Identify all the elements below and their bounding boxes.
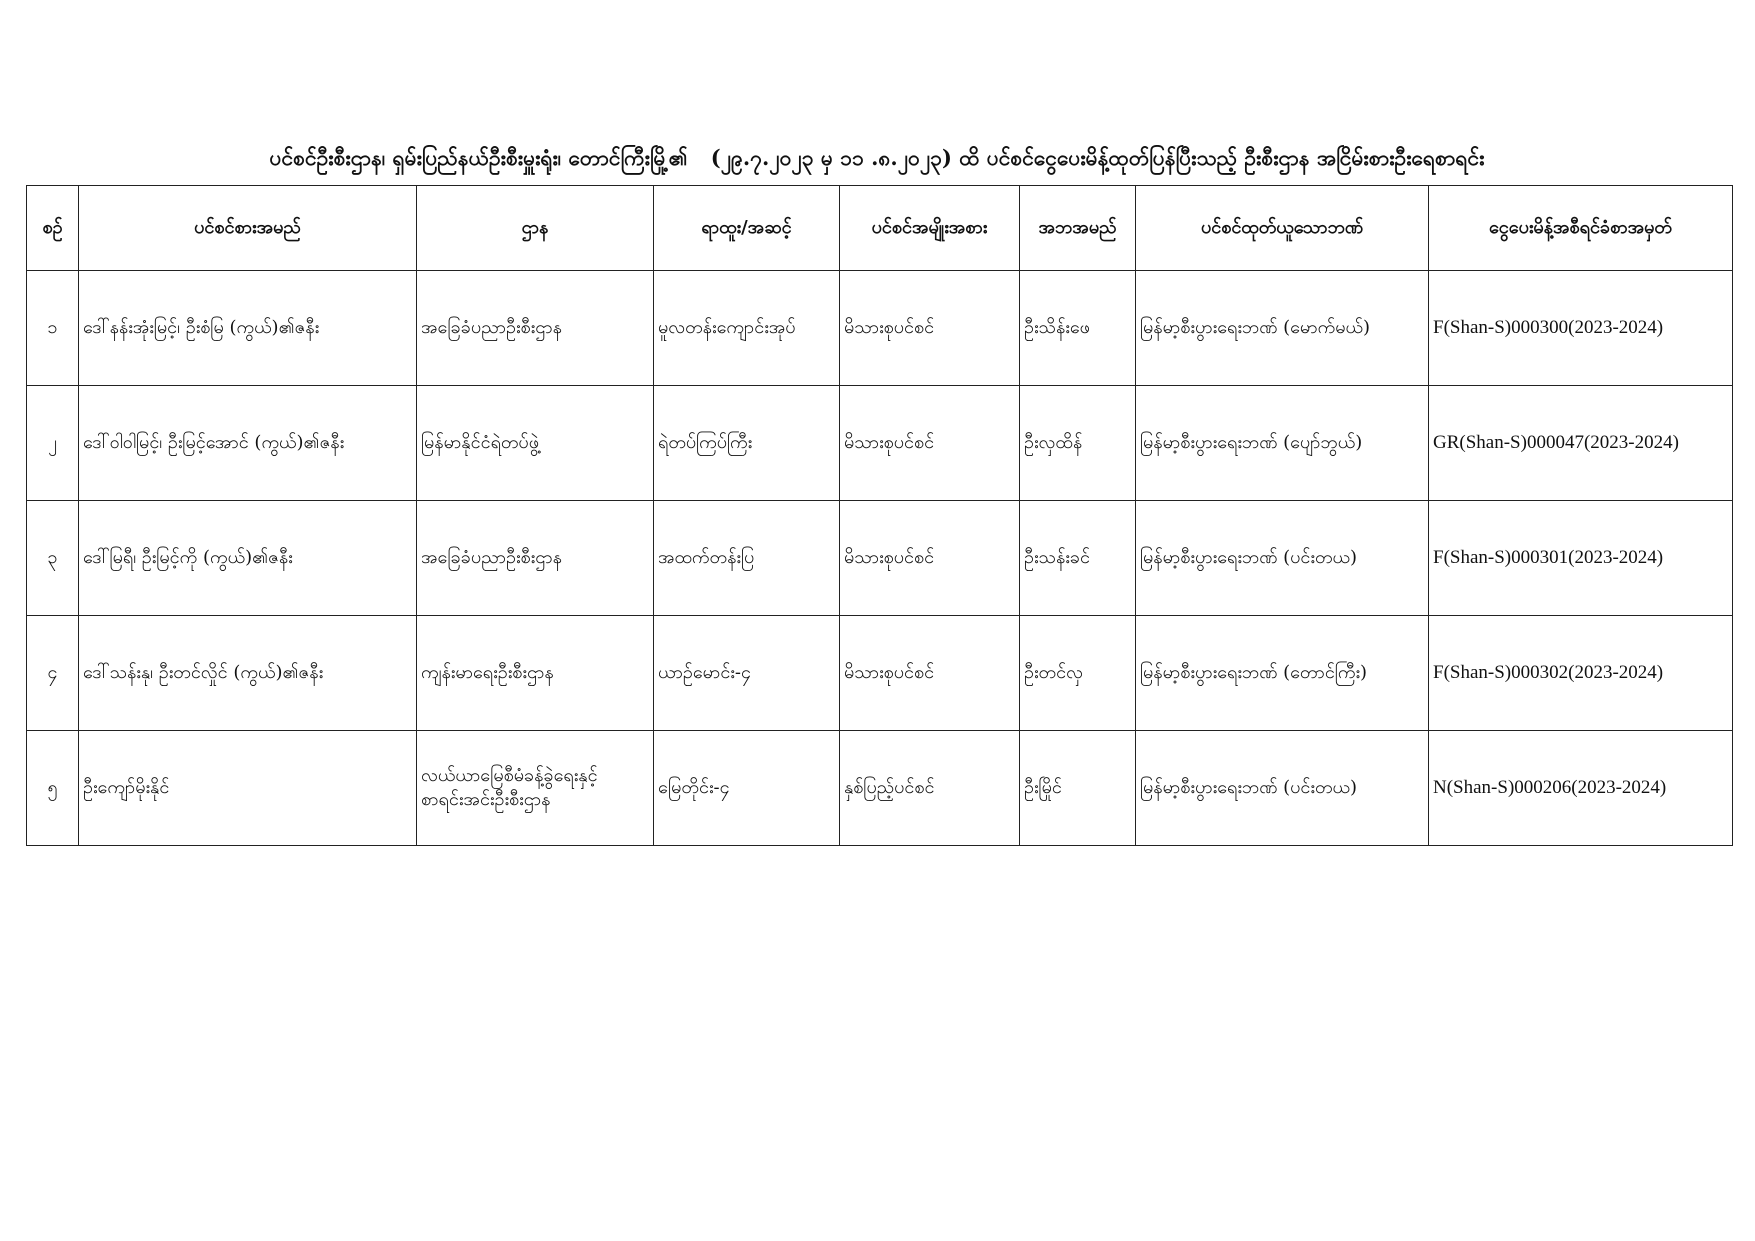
- cell-report-number: F(Shan-S)000302(2023-2024): [1429, 616, 1733, 731]
- cell-serial: ၁: [27, 271, 79, 386]
- header-pension-type: ပင်စင်အမျိုးအစား: [840, 186, 1020, 271]
- cell-position: ရဲတပ်ကြပ်ကြီး: [654, 386, 840, 501]
- cell-department: လယ်ယာမြေစီမံခန့်ခွဲရေးနှင့် စာရင်းအင်းဦးစီးဌာန: [417, 731, 654, 846]
- cell-pensioner-name: ဒေါ်မြရီ၊ ဦးမြင့်ကို (ကွယ်)၏ဇနီး: [79, 501, 417, 616]
- cell-department: မြန်မာနိုင်ငံရဲတပ်ဖွဲ့: [417, 386, 654, 501]
- header-position: ရာထူး/အဆင့်: [654, 186, 840, 271]
- header-father-name: အဘအမည်: [1020, 186, 1136, 271]
- cell-report-number: N(Shan-S)000206(2023-2024): [1429, 731, 1733, 846]
- cell-position: ယာဉ်မောင်း-၄: [654, 616, 840, 731]
- table-header-row: [27, 186, 1733, 271]
- cell-bank: မြန်မာ့စီးပွားရေးဘဏ် (ပျော်ဘွယ်): [1136, 386, 1429, 501]
- cell-serial: ၂: [27, 386, 79, 501]
- document-title-office: ပင်စင်ဦးစီးဌာန၊ ရှမ်းပြည်နယ်ဦးစီးမှူးရုံး၊ တောင်ကြီးမြို့၏: [269, 145, 688, 170]
- cell-department: အခြေခံပညာဦးစီးဌာန: [417, 501, 654, 616]
- cell-pensioner-name: ဒေါ်နန်းအုံးမြင့်၊ ဦးစံမြ (ကွယ်)၏ဇနီး: [79, 271, 417, 386]
- cell-pensioner-name: ဦးကျော်မိုးနိုင်: [79, 731, 417, 846]
- pensioner-table: [26, 185, 1733, 846]
- cell-serial: ၃: [27, 501, 79, 616]
- cell-father-name: ဦးလှထိန်: [1020, 386, 1136, 501]
- cell-father-name: ဦးမြိုင်: [1020, 731, 1136, 846]
- cell-report-number: F(Shan-S)000301(2023-2024): [1429, 501, 1733, 616]
- cell-pensioner-name: ဒေါ်သန်းနု၊ ဦးတင်လှိုင် (ကွယ်)၏ဇနီး: [79, 616, 417, 731]
- header-pensioner-name: ပင်စင်စားအမည်: [79, 186, 417, 271]
- cell-bank: မြန်မာ့စီးပွားရေးဘဏ် (တောင်ကြီး): [1136, 616, 1429, 731]
- cell-bank: မြန်မာ့စီးပွားရေးဘဏ် (မောက်မယ်): [1136, 271, 1429, 386]
- table-row: [27, 731, 1733, 846]
- document-title: [26, 145, 1728, 176]
- cell-pension-type: မိသားစုပင်စင်: [840, 501, 1020, 616]
- cell-father-name: ဦးတင်လှ: [1020, 616, 1136, 731]
- cell-pension-type: မိသားစုပင်စင်: [840, 271, 1020, 386]
- cell-bank: မြန်မာ့စီးပွားရေးဘဏ် (ပင်းတယ): [1136, 501, 1429, 616]
- cell-report-number: GR(Shan-S)000047(2023-2024): [1429, 386, 1733, 501]
- cell-father-name: ဦးသိန်းဖေ: [1020, 271, 1136, 386]
- table-row: [27, 386, 1733, 501]
- cell-bank: မြန်မာ့စီးပွားရေးဘဏ် (ပင်းတယ): [1136, 731, 1429, 846]
- cell-position: အထက်တန်းပြ: [654, 501, 840, 616]
- cell-position: မူလတန်းကျောင်းအုပ်: [654, 271, 840, 386]
- header-department: ဌာန: [417, 186, 654, 271]
- cell-serial: ၄: [27, 616, 79, 731]
- cell-pension-type: မိသားစုပင်စင်: [840, 386, 1020, 501]
- header-report-number: ငွေပေးမိန့်အစီရင်ခံစာအမှတ်: [1429, 186, 1733, 271]
- cell-pension-type: နှစ်ပြည့်ပင်စင်: [840, 731, 1020, 846]
- cell-pensioner-name: ဒေါ်ဝါဝါမြင့်၊ ဦးမြင့်အောင် (ကွယ်)၏ဇနီး: [79, 386, 417, 501]
- header-bank: ပင်စင်ထုတ်ယူသောဘဏ်: [1136, 186, 1429, 271]
- cell-report-number: F(Shan-S)000300(2023-2024): [1429, 271, 1733, 386]
- cell-department: အခြေခံပညာဦးစီးဌာန: [417, 271, 654, 386]
- cell-position: မြေတိုင်း-၄: [654, 731, 840, 846]
- header-serial: စဉ်: [27, 186, 79, 271]
- cell-serial: ၅: [27, 731, 79, 846]
- table-row: [27, 501, 1733, 616]
- cell-pension-type: မိသားစုပင်စင်: [840, 616, 1020, 731]
- table-row: [27, 271, 1733, 386]
- cell-department: ကျန်းမာရေးဦးစီးဌာန: [417, 616, 654, 731]
- document-title-period: (၂၉.၇.၂၀၂၃ မှ ၁၁ .၈.၂၀၂၃) ထိ ပင်စင်ငွေပေးမိန့်ထုတ်ပြန်ပြီးသည့် ဦးစီးဌာန အငြိမ်းစားဦးရေစာရင်း: [710, 145, 1485, 170]
- cell-father-name: ဦးသန်းခင်: [1020, 501, 1136, 616]
- table-row: [27, 616, 1733, 731]
